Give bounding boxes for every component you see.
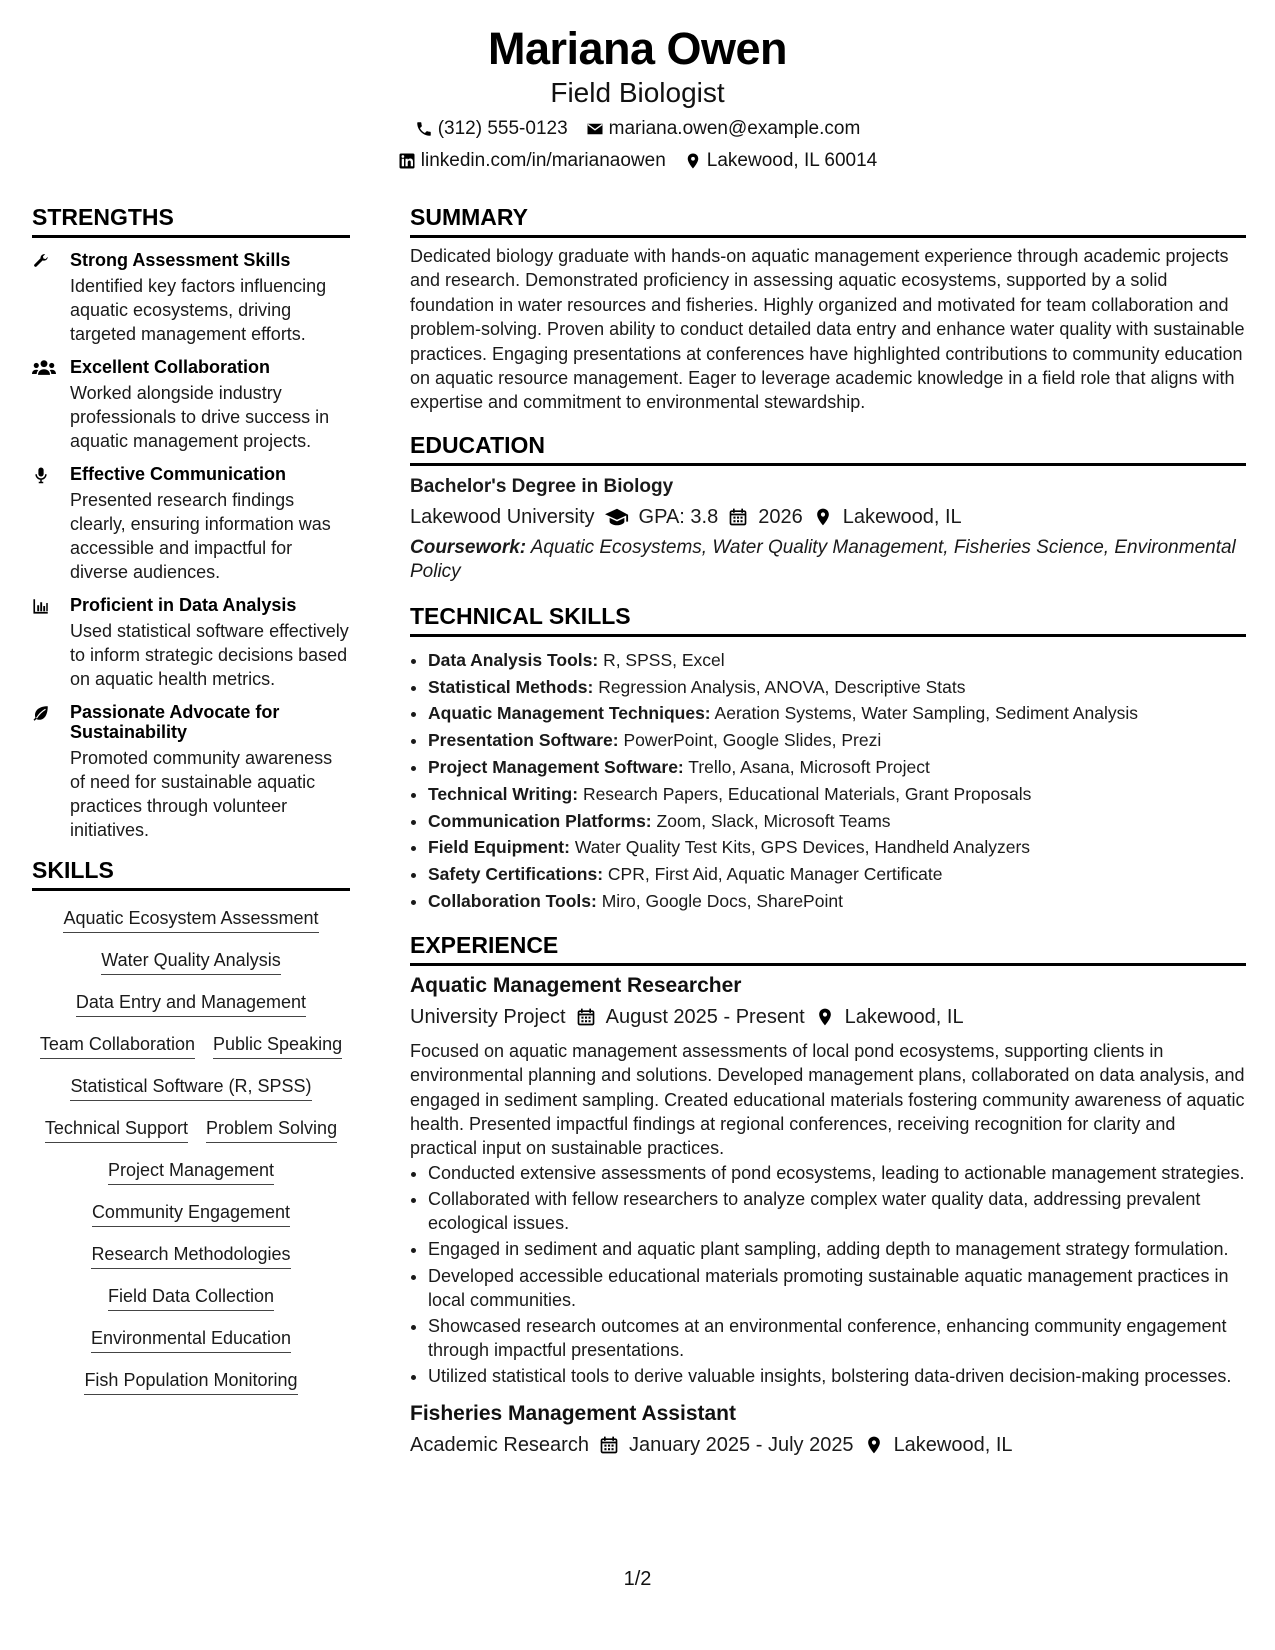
school-name: Lakewood University: [410, 505, 595, 528]
skills-section: [32, 856, 350, 1395]
tech-label: Field Equipment:: [428, 837, 570, 858]
graduation-year: 2026: [758, 505, 803, 528]
strength-item: [32, 464, 350, 584]
strength-body: [70, 357, 350, 453]
tech-value: R, SPSS, Excel: [603, 649, 725, 670]
job-entry: [410, 1401, 1246, 1459]
skill-tag: Statistical Software (R, SPSS): [70, 1075, 311, 1101]
microphone-icon: [32, 466, 50, 484]
tech-label: Project Management Software:: [428, 757, 684, 778]
summary-text: Dedicated biology graduate with hands-on aquatic management experience through academic projects and research. Demonstrated proficiency in assessing aquatic ecosystems, supported by a solid foundation in water resources and fisheries. Highly organized and motivated for team collaboration and problem-solving. Proven ability to conduct detailed data entry and enhance water quality with sustainable practices. Engaging presentations at conferences have highlighted contributions to community education on aquatic resource management. Eager to leverage academic knowledge in a field role that aligns with expertise and commitment to environmental stewardship.: [410, 246, 1245, 413]
wrench-icon: [32, 252, 50, 270]
tech-label: Communication Platforms:: [428, 810, 652, 831]
tech-label: Statistical Methods:: [428, 676, 594, 697]
skills-heading: SKILLS: [32, 856, 350, 891]
strength-title: Excellent Collaboration: [70, 357, 271, 377]
bar-chart-icon: [32, 597, 50, 615]
skill-tag: Field Data Collection: [108, 1285, 274, 1311]
job-dates: January 2025 - July 2025: [628, 1433, 854, 1456]
job-description: Focused on aquatic management assessments of local pond ecosystems, supporting clients in environmental planning and solutions. Developed management plans, collaborated on data analysis, and engaged in sediment sampling. Created educational materials fostering community awareness of aquatic health. Presented impactful findings at regional conferences, receiving recognition for clarity and practical input on sustainable practices.: [410, 1040, 1245, 1159]
coursework: [410, 536, 1246, 584]
coursework-label: Coursework:: [410, 536, 527, 558]
job-dates: August 2025 - Present: [605, 1005, 805, 1028]
skill-tag: Public Speaking: [213, 1033, 342, 1059]
tech-label: Aquatic Management Techniques:: [428, 703, 711, 724]
education-meta: [410, 503, 1246, 531]
education-entry: [410, 475, 1246, 584]
job-meta: [410, 1431, 1246, 1459]
tech-label: Safety Certifications:: [428, 864, 604, 885]
linkedin-icon: [398, 152, 416, 170]
job-org: University Project: [410, 1005, 566, 1028]
tech-label: Data Analysis Tools:: [428, 649, 599, 670]
contact-email[interactable]: [586, 118, 861, 140]
job-entry: [410, 973, 1246, 1389]
education-heading: EDUCATION: [410, 431, 1246, 466]
resume-header: [0, 22, 1275, 172]
tech-label: Technical Writing:: [428, 783, 579, 804]
skill-tag: Water Quality Analysis: [101, 949, 280, 975]
skill-tag: Technical Support: [45, 1117, 188, 1143]
candidate-title: Field Biologist: [550, 77, 725, 108]
skill-tag: Fish Population Monitoring: [84, 1369, 297, 1395]
coursework-list: Aquatic Ecosystems, Water Quality Management, Fisheries Science, Environmental Policy: [410, 536, 1236, 582]
tech-value: Miro, Google Docs, SharePoint: [601, 891, 843, 912]
calendar-icon: [728, 507, 748, 527]
technical-skills-section: [410, 602, 1246, 915]
job-title: Fisheries Management Assistant: [410, 1401, 736, 1425]
strengths-list: [32, 250, 350, 842]
map-pin-icon: [815, 1007, 835, 1027]
strength-icon-slot: [32, 250, 56, 346]
strength-desc: Presented research findings clearly, ensuring information was accessible and impactful for diverse audiences.: [70, 490, 331, 582]
email-text: mariana.owen@example.com: [608, 118, 861, 139]
left-column: [32, 203, 350, 1395]
skill-tag: Aquatic Ecosystem Assessment: [63, 907, 318, 933]
strength-desc: Promoted community awareness of need for sustainable aquatic practices through volunteer initiatives.: [70, 748, 333, 840]
map-pin-icon: [684, 152, 702, 170]
users-icon: [32, 359, 56, 377]
strength-title: Strong Assessment Skills: [70, 250, 291, 270]
tech-value: Research Papers, Educational Materials, Grant Proposals: [582, 783, 1032, 804]
list-item: [428, 727, 1246, 754]
strength-item: [32, 357, 350, 453]
skill-tag: Project Management: [108, 1159, 274, 1185]
strength-desc: Worked alongside industry professionals to drive success in aquatic management projects.: [70, 383, 330, 451]
map-pin-icon: [864, 1435, 884, 1455]
tech-label: Collaboration Tools:: [428, 891, 597, 912]
calendar-icon: [599, 1435, 619, 1455]
strength-body: [70, 250, 350, 346]
tech-label: Presentation Software:: [428, 730, 619, 751]
strength-icon-slot: [32, 464, 56, 584]
tech-value: Regression Analysis, ANOVA, Descriptive Stats: [598, 676, 966, 697]
experience-heading: EXPERIENCE: [410, 931, 1246, 966]
summary-heading: SUMMARY: [410, 203, 1246, 238]
tech-value: Aeration Systems, Water Sampling, Sediment Analysis: [714, 703, 1138, 724]
strength-body: [70, 464, 350, 584]
job-location: Lakewood, IL: [844, 1005, 964, 1028]
job-title: Aquatic Management Researcher: [410, 973, 742, 997]
job-location: Lakewood, IL: [893, 1433, 1013, 1456]
list-item: • Showcased research outcomes at an environmental conference, enhancing community engagement through impactful presentations.: [428, 1314, 1246, 1362]
contact-row-1: [0, 118, 1275, 140]
strengths-heading: STRENGTHS: [32, 203, 350, 238]
technical-skills-list: [410, 647, 1246, 915]
contact-linkedin[interactable]: [398, 150, 666, 172]
list-item: • Utilized statistical tools to derive valuable insights, bolstering data-driven decision-making processes.: [428, 1364, 1246, 1388]
strength-desc: Identified key factors influencing aquatic ecosystems, driving targeted management efforts.: [70, 276, 327, 344]
list-item: • Engaged in sediment and aquatic plant sampling, adding depth to management strategy formulation.: [428, 1237, 1246, 1261]
strength-title: Passionate Advocate for Sustainability: [70, 702, 280, 742]
job-org: Academic Research: [410, 1433, 589, 1456]
experience-section: [410, 931, 1246, 1459]
strength-desc: Used statistical software effectively to inform strategic decisions based on aquatic health metrics.: [70, 621, 349, 689]
tech-value: Trello, Asana, Microsoft Project: [688, 757, 930, 778]
location-text: Lakewood, IL 60014: [706, 150, 878, 171]
page-number: 1/2: [623, 1568, 652, 1590]
education-section: [410, 431, 1246, 584]
strength-icon-slot: [32, 595, 56, 691]
summary-section: [410, 203, 1246, 415]
strength-icon-slot: [32, 357, 56, 453]
skill-tag: Data Entry and Management: [76, 991, 306, 1017]
phone-icon: [415, 120, 433, 138]
envelope-icon: [586, 120, 604, 138]
strength-item: [32, 595, 350, 691]
strength-body: [70, 595, 350, 691]
list-item: [428, 834, 1246, 861]
degree-title: Bachelor's Degree in Biology: [410, 475, 674, 497]
skill-tag: Team Collaboration: [40, 1033, 195, 1059]
list-item: • Collaborated with fellow researchers to analyze complex water quality data, addressing prevalent ecological issues.: [428, 1187, 1246, 1235]
tech-value: Water Quality Test Kits, GPS Devices, Handheld Analyzers: [574, 837, 1031, 858]
skill-tag: Problem Solving: [206, 1117, 337, 1143]
technical-skills-heading: TECHNICAL SKILLS: [410, 602, 1246, 637]
list-item: • Conducted extensive assessments of pond ecosystems, leading to actionable management strategies.: [428, 1161, 1246, 1185]
strength-title: Proficient in Data Analysis: [70, 595, 297, 615]
contact-phone: [415, 118, 568, 140]
contact-location: [684, 150, 877, 172]
list-item: • Developed accessible educational materials promoting sustainable aquatic management practices in local communities.: [428, 1264, 1246, 1312]
graduation-cap-icon: [605, 507, 629, 527]
tech-value: CPR, First Aid, Aquatic Manager Certificate: [607, 864, 943, 885]
candidate-name: Mariana Owen: [487, 23, 788, 74]
list-item: [428, 674, 1246, 701]
calendar-icon: [576, 1007, 596, 1027]
skill-tag: Environmental Education: [91, 1327, 291, 1353]
strength-title: Effective Communication: [70, 464, 287, 484]
strength-icon-slot: [32, 702, 56, 842]
tech-value: Zoom, Slack, Microsoft Teams: [656, 810, 891, 831]
strength-item: [32, 702, 350, 842]
list-item: [428, 888, 1246, 915]
tech-value: PowerPoint, Google Slides, Prezi: [623, 730, 882, 751]
skills-list: [32, 907, 350, 1395]
list-item: [428, 781, 1246, 808]
job-meta: [410, 1003, 1246, 1031]
leaf-icon: [32, 704, 50, 722]
list-item: [428, 647, 1246, 674]
list-item: [428, 700, 1246, 727]
list-item: [428, 754, 1246, 781]
linkedin-text: linkedin.com/in/marianaowen: [420, 150, 666, 171]
education-location: Lakewood, IL: [842, 505, 962, 528]
phone-text: (312) 555-0123: [437, 118, 568, 139]
map-pin-icon: [813, 507, 833, 527]
list-item: [428, 861, 1246, 888]
skill-tag: Research Methodologies: [91, 1243, 290, 1269]
contact-row-2: [0, 150, 1275, 172]
strength-item: [32, 250, 350, 346]
right-column: [410, 203, 1246, 1459]
skill-tag: Community Engagement: [92, 1201, 290, 1227]
gpa-text: GPA: 3.8: [638, 505, 719, 528]
list-item: [428, 808, 1246, 835]
strengths-section: [32, 203, 350, 842]
strength-body: [70, 702, 350, 842]
job-bullets: [410, 1161, 1246, 1389]
